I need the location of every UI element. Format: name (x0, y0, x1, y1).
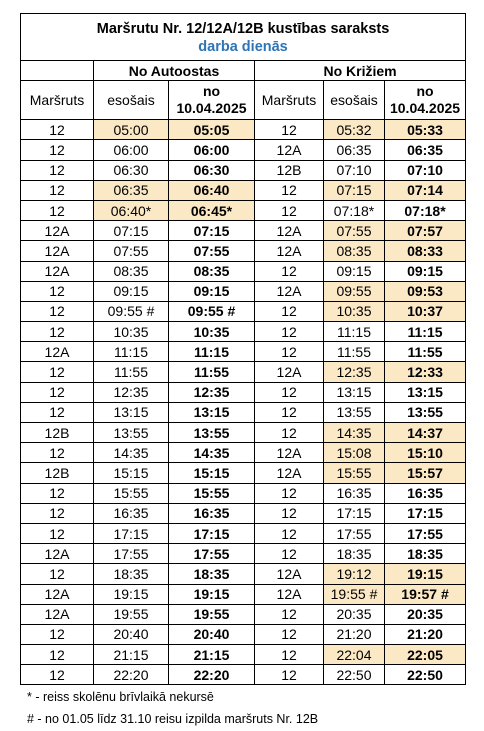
left-route-cell: 12A (21, 261, 94, 281)
right-route-cell: 12A (255, 362, 324, 382)
left-new-cell: 08:35 (169, 261, 255, 281)
right-new-cell: 22:50 (385, 665, 466, 685)
table-row (21, 604, 466, 624)
table-row (21, 544, 466, 564)
left-current-cell: 22:20 (94, 665, 169, 685)
right-new-cell: 21:20 (385, 624, 466, 644)
table-row (21, 423, 466, 443)
table-row (21, 180, 466, 200)
left-current-cell: 08:35 (94, 261, 169, 281)
left-new-cell: 09:55 # (169, 301, 255, 321)
col-new-right-line2: 10.04.2025 (389, 100, 461, 117)
blank-corner (21, 61, 94, 81)
left-route-cell: 12 (21, 443, 94, 463)
footnote-star: * - reiss skolēnu brīvlaikā nekursē (27, 690, 214, 704)
table-row (21, 342, 466, 362)
table-row (21, 463, 466, 483)
table-row (21, 281, 466, 301)
right-current-cell: 13:15 (324, 382, 385, 402)
left-current-cell: 20:40 (94, 624, 169, 644)
right-current-cell: 11:55 (324, 342, 385, 362)
left-new-cell: 07:55 (169, 241, 255, 261)
right-new-cell: 15:10 (385, 443, 466, 463)
left-new-cell: 06:00 (169, 140, 255, 160)
right-new-cell: 10:37 (385, 301, 466, 321)
right-route-cell: 12A (255, 564, 324, 584)
footnotes (27, 686, 318, 730)
table-row (21, 120, 466, 140)
left-route-cell: 12 (21, 402, 94, 422)
table-row (21, 523, 466, 543)
left-new-cell: 14:35 (169, 443, 255, 463)
right-current-cell: 09:15 (324, 261, 385, 281)
left-new-cell: 19:15 (169, 584, 255, 604)
table-row (21, 322, 466, 342)
right-new-cell: 17:55 (385, 523, 466, 543)
left-new-cell: 13:55 (169, 423, 255, 443)
left-current-cell: 14:35 (94, 443, 169, 463)
right-route-cell: 12 (255, 180, 324, 200)
right-new-cell: 11:55 (385, 342, 466, 362)
table-row (21, 382, 466, 402)
left-current-cell: 21:15 (94, 645, 169, 665)
left-current-cell: 05:00 (94, 120, 169, 140)
left-route-cell: 12B (21, 423, 94, 443)
right-route-cell: 12 (255, 301, 324, 321)
right-current-cell: 14:35 (324, 423, 385, 443)
left-route-cell: 12B (21, 463, 94, 483)
right-new-cell: 07:10 (385, 160, 466, 180)
left-new-cell: 15:55 (169, 483, 255, 503)
right-new-cell: 22:05 (385, 645, 466, 665)
right-current-cell: 07:10 (324, 160, 385, 180)
col-route-right: Maršruts (255, 81, 324, 120)
left-current-cell: 09:55 # (94, 301, 169, 321)
right-route-cell: 12 (255, 382, 324, 402)
right-new-cell: 09:53 (385, 281, 466, 301)
right-current-cell: 22:50 (324, 665, 385, 685)
left-new-cell: 17:15 (169, 523, 255, 543)
left-current-cell: 09:15 (94, 281, 169, 301)
left-new-cell: 07:15 (169, 221, 255, 241)
right-current-cell: 15:08 (324, 443, 385, 463)
left-current-cell: 18:35 (94, 564, 169, 584)
left-new-cell: 09:15 (169, 281, 255, 301)
left-new-cell: 11:55 (169, 362, 255, 382)
left-current-cell: 19:15 (94, 584, 169, 604)
left-route-cell: 12 (21, 322, 94, 342)
table-row (21, 261, 466, 281)
left-current-cell: 13:15 (94, 402, 169, 422)
left-current-cell: 06:30 (94, 160, 169, 180)
left-route-cell: 12 (21, 362, 94, 382)
right-new-cell: 05:33 (385, 120, 466, 140)
left-new-cell: 15:15 (169, 463, 255, 483)
left-new-cell: 11:15 (169, 342, 255, 362)
col-route-left: Maršruts (21, 81, 94, 120)
left-new-cell: 18:35 (169, 564, 255, 584)
right-route-cell: 12 (255, 624, 324, 644)
left-route-cell: 12 (21, 523, 94, 543)
right-new-cell: 06:35 (385, 140, 466, 160)
right-new-cell: 07:18* (385, 200, 466, 220)
table-row (21, 645, 466, 665)
left-current-cell: 11:15 (94, 342, 169, 362)
right-current-cell: 06:35 (324, 140, 385, 160)
col-new-right (385, 81, 466, 120)
right-current-cell: 08:35 (324, 241, 385, 261)
col-current-right: esošais (324, 81, 385, 120)
col-new-left (169, 81, 255, 120)
left-route-cell: 12 (21, 120, 94, 140)
right-route-cell: 12 (255, 665, 324, 685)
right-new-cell: 12:33 (385, 362, 466, 382)
left-new-cell: 22:20 (169, 665, 255, 685)
left-new-cell: 10:35 (169, 322, 255, 342)
table-row (21, 362, 466, 382)
right-route-cell: 12 (255, 200, 324, 220)
right-new-cell: 13:15 (385, 382, 466, 402)
left-route-cell: 12A (21, 584, 94, 604)
left-current-cell: 12:35 (94, 382, 169, 402)
timetable-header (21, 14, 466, 61)
right-current-cell: 21:20 (324, 624, 385, 644)
right-new-cell: 07:57 (385, 221, 466, 241)
table-row (21, 301, 466, 321)
left-current-cell: 17:55 (94, 544, 169, 564)
right-current-cell: 16:35 (324, 483, 385, 503)
left-new-cell: 20:40 (169, 624, 255, 644)
timetable-sheet (20, 13, 465, 685)
right-current-cell: 07:15 (324, 180, 385, 200)
table-row (21, 221, 466, 241)
left-route-cell: 12 (21, 665, 94, 685)
right-route-cell: 12A (255, 281, 324, 301)
table-row (21, 483, 466, 503)
right-current-cell: 07:18* (324, 200, 385, 220)
right-new-cell: 09:15 (385, 261, 466, 281)
direction-right: No Križiem (255, 61, 466, 81)
right-new-cell: 16:35 (385, 483, 466, 503)
table-row (21, 160, 466, 180)
left-route-cell: 12 (21, 160, 94, 180)
right-route-cell: 12A (255, 241, 324, 261)
right-route-cell: 12A (255, 443, 324, 463)
left-new-cell: 16:35 (169, 503, 255, 523)
left-current-cell: 17:15 (94, 523, 169, 543)
left-new-cell: 21:15 (169, 645, 255, 665)
right-new-cell: 15:57 (385, 463, 466, 483)
left-current-cell: 06:00 (94, 140, 169, 160)
right-current-cell: 17:55 (324, 523, 385, 543)
left-route-cell: 12A (21, 221, 94, 241)
left-current-cell: 10:35 (94, 322, 169, 342)
table-row (21, 665, 466, 685)
right-current-cell: 17:15 (324, 503, 385, 523)
right-current-cell: 13:55 (324, 402, 385, 422)
table-row (21, 140, 466, 160)
right-new-cell: 20:35 (385, 604, 466, 624)
col-new-right-line1: no (416, 83, 434, 100)
left-current-cell: 15:55 (94, 483, 169, 503)
right-current-cell: 07:55 (324, 221, 385, 241)
right-new-cell: 07:14 (385, 180, 466, 200)
left-current-cell: 19:55 (94, 604, 169, 624)
right-new-cell: 18:35 (385, 544, 466, 564)
left-new-cell: 06:45* (169, 200, 255, 220)
right-route-cell: 12 (255, 322, 324, 342)
timetable (20, 13, 466, 685)
right-current-cell: 15:55 (324, 463, 385, 483)
left-new-cell: 06:40 (169, 180, 255, 200)
left-current-cell: 06:40* (94, 200, 169, 220)
left-current-cell: 06:35 (94, 180, 169, 200)
right-current-cell: 05:32 (324, 120, 385, 140)
left-current-cell: 07:55 (94, 241, 169, 261)
left-route-cell: 12 (21, 483, 94, 503)
direction-left: No Autoostas (94, 61, 255, 81)
table-row (21, 241, 466, 261)
col-current-left: esošais (94, 81, 169, 120)
right-new-cell: 19:57 # (385, 584, 466, 604)
left-route-cell: 12 (21, 382, 94, 402)
left-route-cell: 12A (21, 241, 94, 261)
right-new-cell: 19:15 (385, 564, 466, 584)
right-route-cell: 12A (255, 140, 324, 160)
table-row (21, 584, 466, 604)
left-new-cell: 19:55 (169, 604, 255, 624)
timetable-subtitle: darba dienās (198, 39, 288, 55)
left-route-cell: 12 (21, 645, 94, 665)
right-current-cell: 19:55 # (324, 584, 385, 604)
left-current-cell: 07:15 (94, 221, 169, 241)
right-route-cell: 12B (255, 160, 324, 180)
left-current-cell: 11:55 (94, 362, 169, 382)
right-route-cell: 12A (255, 463, 324, 483)
left-route-cell: 12 (21, 503, 94, 523)
right-route-cell: 12 (255, 523, 324, 543)
left-route-cell: 12 (21, 301, 94, 321)
right-current-cell: 22:04 (324, 645, 385, 665)
left-route-cell: 12 (21, 180, 94, 200)
right-current-cell: 19:12 (324, 564, 385, 584)
table-row (21, 402, 466, 422)
right-current-cell: 12:35 (324, 362, 385, 382)
right-route-cell: 12 (255, 604, 324, 624)
footnote-hash: # - no 01.05 līdz 31.10 reisu izpilda maršruts Nr. 12B (27, 712, 319, 726)
left-current-cell: 13:55 (94, 423, 169, 443)
left-route-cell: 12 (21, 281, 94, 301)
right-route-cell: 12 (255, 544, 324, 564)
table-row (21, 624, 466, 644)
right-route-cell: 12 (255, 503, 324, 523)
right-new-cell: 11:15 (385, 322, 466, 342)
left-route-cell: 12A (21, 544, 94, 564)
right-new-cell: 08:33 (385, 241, 466, 261)
right-route-cell: 12 (255, 483, 324, 503)
table-row (21, 200, 466, 220)
left-route-cell: 12 (21, 200, 94, 220)
left-current-cell: 16:35 (94, 503, 169, 523)
right-new-cell: 14:37 (385, 423, 466, 443)
left-route-cell: 12 (21, 140, 94, 160)
timetable-title: Maršrutu Nr. 12/12A/12B kustības saraksts (96, 21, 390, 37)
left-new-cell: 12:35 (169, 382, 255, 402)
col-new-left-line2: 10.04.2025 (176, 100, 247, 117)
right-route-cell: 12 (255, 120, 324, 140)
right-route-cell: 12 (255, 423, 324, 443)
right-route-cell: 12A (255, 584, 324, 604)
right-current-cell: 20:35 (324, 604, 385, 624)
left-new-cell: 17:55 (169, 544, 255, 564)
left-new-cell: 06:30 (169, 160, 255, 180)
left-current-cell: 15:15 (94, 463, 169, 483)
left-route-cell: 12A (21, 342, 94, 362)
table-row (21, 443, 466, 463)
right-current-cell: 11:15 (324, 322, 385, 342)
right-route-cell: 12 (255, 402, 324, 422)
left-new-cell: 05:05 (169, 120, 255, 140)
right-route-cell: 12 (255, 261, 324, 281)
left-new-cell: 13:15 (169, 402, 255, 422)
col-new-left-line1: no (202, 83, 221, 100)
right-current-cell: 18:35 (324, 544, 385, 564)
right-route-cell: 12 (255, 645, 324, 665)
right-current-cell: 10:35 (324, 301, 385, 321)
right-current-cell: 09:55 (324, 281, 385, 301)
table-row (21, 503, 466, 523)
right-route-cell: 12A (255, 221, 324, 241)
left-route-cell: 12 (21, 624, 94, 644)
table-row (21, 564, 466, 584)
right-new-cell: 17:15 (385, 503, 466, 523)
right-new-cell: 13:55 (385, 402, 466, 422)
right-route-cell: 12 (255, 342, 324, 362)
left-route-cell: 12 (21, 564, 94, 584)
left-route-cell: 12A (21, 604, 94, 624)
